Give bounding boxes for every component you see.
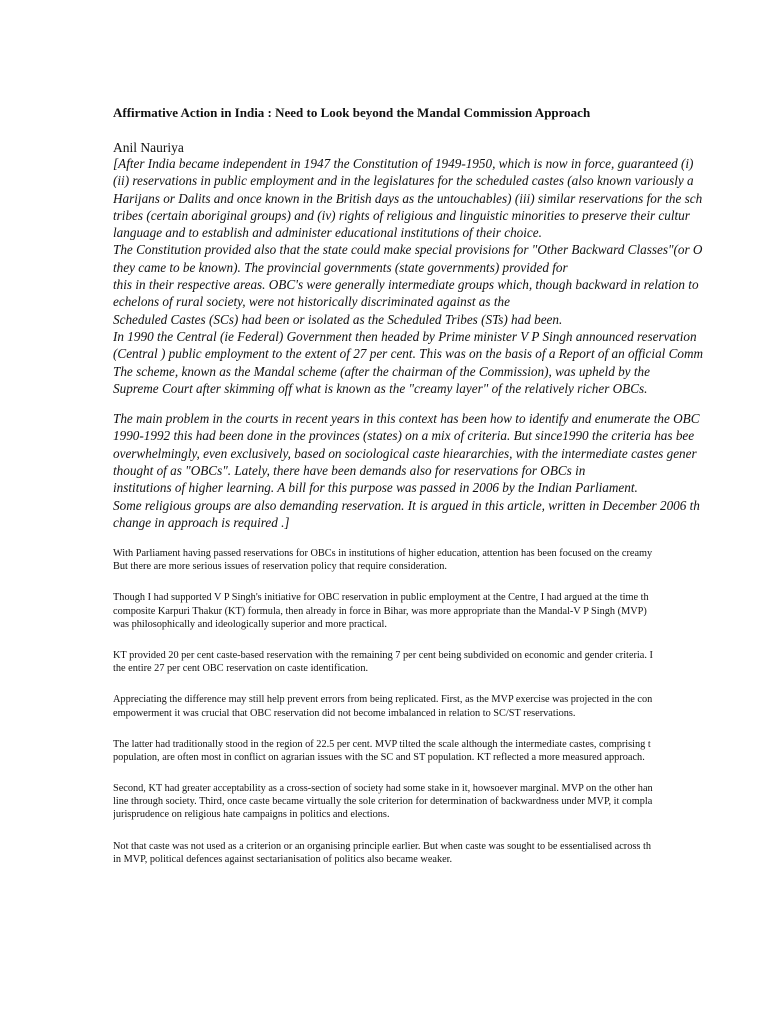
body-line: With Parliament having passed reservations for OBCs in institutions of higher education, attention has been focused on the creamy	[113, 548, 653, 559]
intro-line: (ii) reservations in public employment and in the legislatures for the scheduled castes (also known variously a	[113, 173, 694, 189]
body-line: But there are more serious issues of reservation policy that require consideration.	[113, 561, 447, 573]
body-paragraph	[113, 738, 653, 764]
body-line: jurisprudence on religious hate campaigns in politics and elections.	[113, 809, 390, 821]
intro-line: thought of as "OBCs". Lately, there have been demands also for reservations for OBCs in	[113, 463, 586, 479]
intro-line: [After India became independent in 1947 the Constitution of 1949-1950, which is now in force, guaranteed (i)	[113, 156, 694, 171]
document-page	[113, 0, 768, 1024]
body-paragraph	[113, 591, 653, 631]
intro-line: The main problem in the courts in recent years in this context has been how to identify and enumerate the OBC	[113, 411, 700, 427]
document-title: Affirmative Action in India : Need to Look beyond the Mandal Commission Approach	[113, 105, 591, 120]
intro-line: In 1990 the Central (ie Federal) Government then headed by Prime minister V P Singh announced reservation	[113, 328, 697, 344]
intro-line: tribes (certain aboriginal groups) and (iv) rights of religious and linguistic minorities to preserve their cultur	[113, 207, 690, 223]
body-line: Appreciating the difference may still help prevent errors from being replicated. First, as the MVP exercise was projected in the con	[113, 694, 653, 706]
intro-line: overwhelmingly, even exclusively, based on sociological caste hieararchies, with the intermediate castes gener	[113, 445, 697, 461]
body-paragraph	[113, 693, 653, 719]
body-line: KT provided 20 per cent caste-based reservation with the remaining 7 per cent being subdivided on economic and gender criteria. I	[113, 649, 653, 661]
body-line: Not that caste was not used as a criterion or an organising principle earlier. But when caste was sought to be essentialised across th	[113, 840, 651, 852]
intro-line: Scheduled Castes (SCs) had been or isolated as the Scheduled Tribes (STs) had been.	[113, 311, 563, 327]
intro-line: 1990-1992 this had been done in the provinces (states) on a mix of criteria. But since1990 the criteria has bee	[113, 428, 695, 444]
body-line: composite Karpuri Thakur (KT) formula, then already in force in Bihar, was more appropriate than the Mandal-V P Singh (MVP)	[113, 605, 647, 617]
intro-line: this in their respective areas. OBC's were generally intermediate groups which, though backward in relation to	[113, 277, 699, 293]
body-paragraph	[113, 649, 653, 675]
intro-line: institutions of higher learning. A bill for this purpose was passed in 2006 by the Indian Parliament.	[113, 480, 638, 496]
body-line: Though I had supported V P Singh's initiative for OBC reservation in public employment at the Centre, I had argued at the time th	[113, 592, 649, 604]
intro-line: Harijans or Dalits and once known in the British days as the untouchables) (iii) similar reservations for the sch	[113, 190, 703, 206]
editorial-introduction	[113, 155, 703, 531]
intro-line: Some religious groups are also demanding reservation. It is argued in this article, written in December 2006 th	[113, 497, 700, 513]
article-body	[113, 547, 653, 884]
body-line: The latter had traditionally stood in the region of 22.5 per cent. MVP tilted the scale although the intermediate castes, comprising t	[113, 738, 651, 750]
intro-line: language and to establish and administer educational institutions of their choice.	[113, 225, 542, 241]
body-line: the entire 27 per cent OBC reservation on caste identification.	[113, 663, 369, 675]
author-name: Anil Nauriya	[113, 140, 184, 155]
body-line: line through society. Third, once caste became virtually the sole criterion for determination of backwardness under MVP, it compla	[113, 796, 653, 808]
intro-line: echelons of rural society, were not historically discriminated against as the	[113, 294, 510, 310]
intro-line: they came to be known). The provincial governments (state governments) provided for	[113, 259, 568, 275]
body-line: population, are often most in conflict on agrarian issues with the SC and ST population. KT reflected a more measured approach.	[113, 751, 645, 763]
body-paragraph	[113, 547, 653, 573]
paragraph-gap	[113, 397, 703, 410]
intro-line: The scheme, known as the Mandal scheme (after the chairman of the Commission), was upheld by the	[113, 363, 650, 379]
intro-line: The Constitution provided also that the state could make special provisions for "Other Backward Classes"(or O	[113, 242, 703, 258]
body-line: Second, KT had greater acceptability as a cross-section of society had some stake in it, howsoever marginal. MVP on the other han	[113, 783, 653, 795]
intro-line: change in approach is required .]	[113, 514, 290, 530]
intro-line: (Central ) public employment to the extent of 27 per cent. This was on the basis of a Report of an official Comm	[113, 346, 704, 362]
body-line: in MVP, political defences against sectarianisation of politics also became weaker.	[113, 853, 453, 865]
body-paragraph	[113, 840, 653, 866]
body-line: empowerment it was crucial that OBC reservation did not become imbalanced in relation to SC/ST reservations.	[113, 707, 576, 719]
body-line: was philosophically and ideologically superior and more practical.	[113, 618, 387, 630]
intro-line: Supreme Court after skimming off what is known as the "creamy layer" of the relatively richer OBCs.	[113, 380, 648, 396]
body-paragraph	[113, 782, 653, 822]
